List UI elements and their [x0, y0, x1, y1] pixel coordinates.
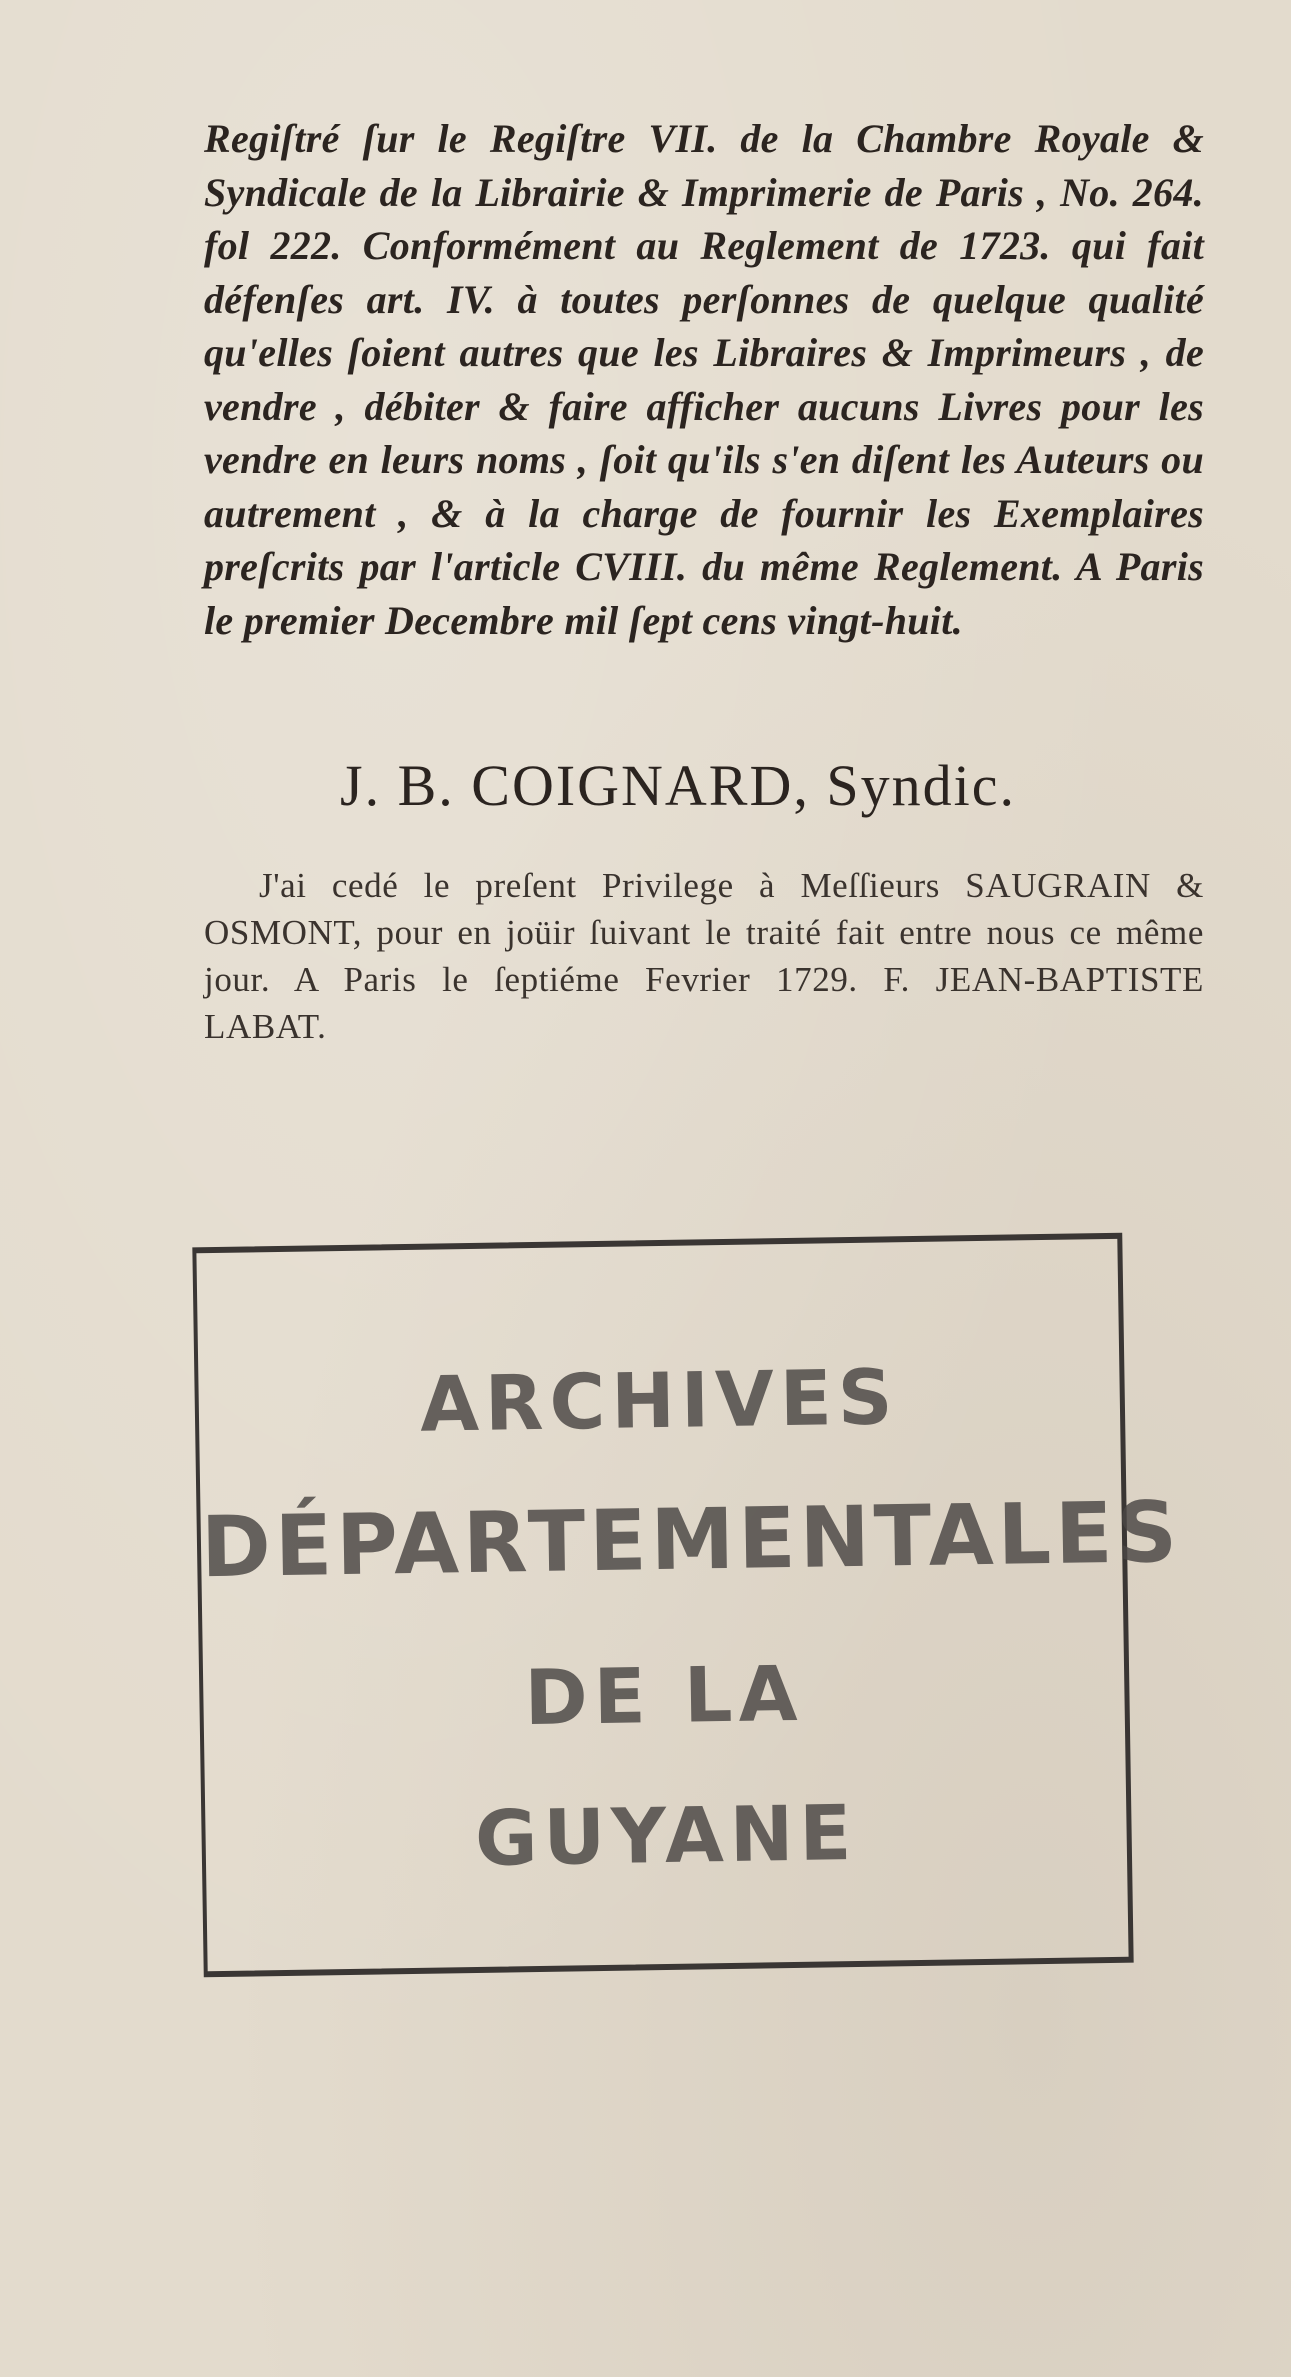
syndic-signature: J. B. COIGNARD, Syndic. [340, 753, 1016, 818]
archives-stamp [192, 1233, 1182, 1978]
registration-paragraph: Regiſtré ſur le Regiſtre VII. de la Chambre Royale & Syndicale de la Librairie & Imprimerie de Paris , No. 264. fol 222. Conformément au Reglement de 1723. qui fait défenſes art. IV. à toutes perſonnes de quelque qualité qu'elles ſoient autres que les Libraires & Imprimeurs , de vendre , débiter & faire afficher aucuns Livres pour les vendre en leurs noms , ſoit qu'ils s'en diſent les Auteurs ou autrement , & à la charge de fournir les Exemplaires preſcrits par l'article CVIII. du même Reglement. A Paris le premier Decembre mil ſept cens vingt-huit. [204, 116, 1204, 643]
privilege-cession-paragraph: J'ai cedé le preſent Privilege à Meſſieurs SAUGRAIN & OSMONT, pour en joüir ſuivant le traité fait entre nous ce même jour. A Paris le ſeptiéme Fevrier 1729. F. JEAN-BAPTISTE LABAT. [204, 866, 1204, 1046]
stamp-line-1: ARCHIVES [419, 1352, 900, 1449]
stamp-line-2: DÉPARTEMENTALES [200, 1482, 1182, 1597]
stamp-line-3: DE LA [523, 1648, 804, 1743]
stamp-line-4: GUYANE [474, 1787, 858, 1883]
